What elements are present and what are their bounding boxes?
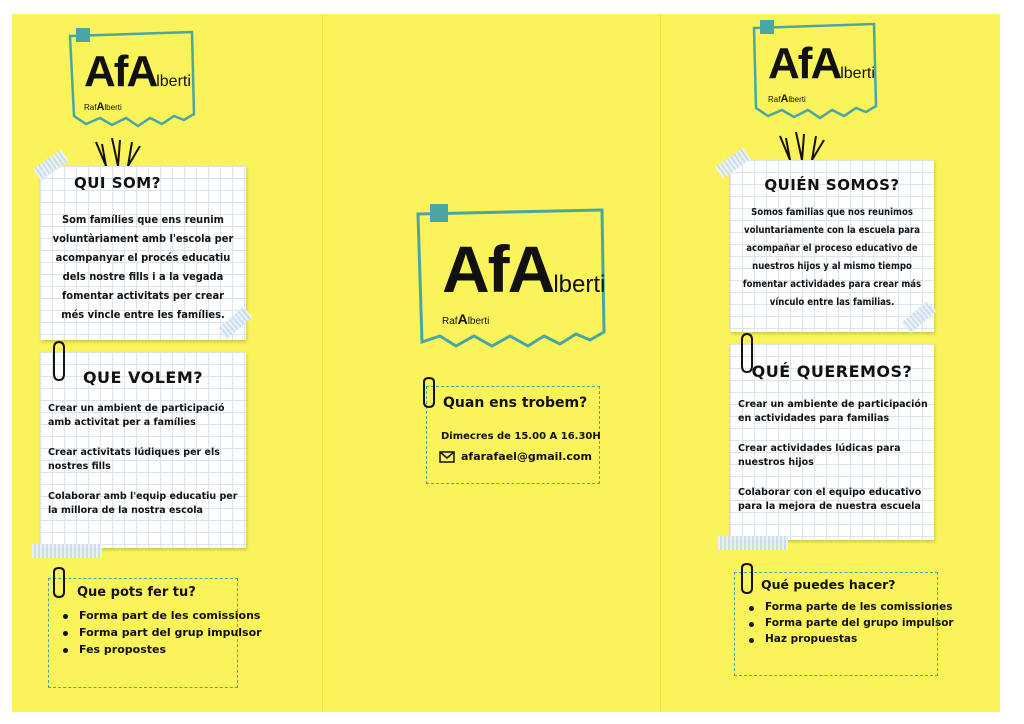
schedule-text: Dimecres de 15.00 A 16.30H: [441, 431, 601, 442]
tape-decoration: [718, 536, 788, 550]
logo-sub-c: lberti: [788, 95, 806, 104]
do-box-left: [48, 578, 262, 688]
paperclip-icon: [738, 562, 756, 596]
do-title-right: Qué puedes hacer?: [761, 577, 896, 592]
do-box-right: [734, 572, 954, 676]
do-item: Forma parte del grupo impulsor: [747, 617, 954, 629]
logo-right: [750, 22, 878, 126]
do-item: Forma part del grup impulsor: [61, 626, 262, 639]
logo-second-initial: A: [810, 39, 841, 88]
paperclip-icon: [48, 340, 70, 384]
want-list-left: [48, 402, 240, 534]
logo-tail: lberti: [553, 271, 606, 298]
logo-sub-b: A: [780, 93, 789, 105]
tape-decoration: [32, 544, 102, 558]
logo-sub-c: lberti: [467, 316, 490, 327]
paperclip-icon: [420, 376, 438, 410]
logo-center: [414, 206, 606, 356]
logo-sub-b: A: [457, 311, 468, 327]
who-line: fomentar actividades para crear más: [742, 279, 922, 290]
do-list-left: [61, 609, 262, 660]
want-title-right: QUÉ QUEREMOS?: [751, 362, 913, 381]
logo-left: [66, 30, 196, 134]
mail-icon: [439, 451, 455, 463]
who-line: dels nostre fills i a la vegada: [62, 270, 224, 283]
who-title-left: QUI SOM?: [74, 174, 161, 192]
paperclip-icon: [736, 332, 758, 376]
who-line: voluntàriament amb l'escola per: [52, 232, 234, 245]
do-item: Forma parte de les comissiones: [747, 601, 954, 613]
want-item: Colaborar con el equipo educativo para la mejora de nuestra escuela: [738, 487, 922, 512]
logo-sub-a: Raf: [768, 95, 781, 104]
logo-initial: Af: [442, 232, 508, 306]
who-text-left: [40, 210, 246, 324]
want-item: Crear actividades lúdicas para nuestros hijos: [738, 443, 901, 468]
want-item: Crear activitats lúdiques per els nostres fills: [48, 447, 220, 472]
do-item: Forma part de les comissions: [61, 609, 262, 622]
do-title-left: Que pots fer tu?: [77, 585, 196, 600]
paperclip-icon: [50, 566, 68, 600]
logo-sub-c: lberti: [104, 103, 122, 112]
who-line: voluntariamente con la escuela para: [744, 225, 920, 236]
fold-line: [322, 14, 323, 712]
logo-sub-a: Raf: [442, 316, 458, 327]
email-link[interactable]: afarafael@gmail.com: [461, 450, 592, 463]
who-line: acompañar el proceso educativo de: [746, 243, 918, 254]
want-item: Crear un ambient de participació amb activitat per a famílies: [48, 403, 225, 428]
who-line: acompanyar el procés educatiu: [55, 251, 231, 264]
who-line: nuestros hijos y al mismo tiempo: [752, 261, 912, 272]
logo-second-initial: A: [507, 232, 554, 306]
who-text-right: [730, 204, 934, 312]
logo-initial: Af: [768, 39, 811, 88]
want-card-left: [40, 352, 246, 548]
want-list-right: [738, 398, 928, 530]
want-item: Crear un ambiente de participación en actividades para familias: [738, 399, 928, 424]
want-card-right: [730, 344, 934, 540]
logo-initial: Af: [84, 47, 127, 96]
want-item: Colaborar amb l'equip educatiu per la millora de la nostra escola: [48, 491, 238, 516]
who-card-right: [730, 160, 934, 332]
logo-sub-a: Raf: [84, 103, 97, 112]
fold-line: [660, 14, 661, 712]
who-card-left: [40, 166, 246, 340]
who-line: Somos familias que nos reunimos: [751, 207, 913, 218]
who-line: Som famílies que ens reunim: [62, 213, 224, 226]
who-line: més vincle entre les famílies.: [61, 308, 225, 321]
want-title-left: QUE VOLEM?: [82, 368, 204, 387]
meet-title: Quan ens trobem?: [443, 395, 588, 411]
who-line: fomentar activitats per crear: [61, 289, 225, 302]
who-title-right: QUIÉN SOMOS?: [764, 176, 900, 194]
do-item: Fes propostes: [61, 643, 262, 656]
do-item: Haz propuestas: [747, 633, 954, 645]
logo-tail: lberti: [156, 73, 191, 90]
do-list-right: [747, 601, 954, 649]
logo-sub-b: A: [96, 101, 105, 113]
meet-box: [426, 386, 600, 484]
who-line: vínculo entre las familias.: [769, 297, 895, 308]
logo-second-initial: A: [126, 47, 157, 96]
logo-tail: lberti: [840, 65, 875, 82]
